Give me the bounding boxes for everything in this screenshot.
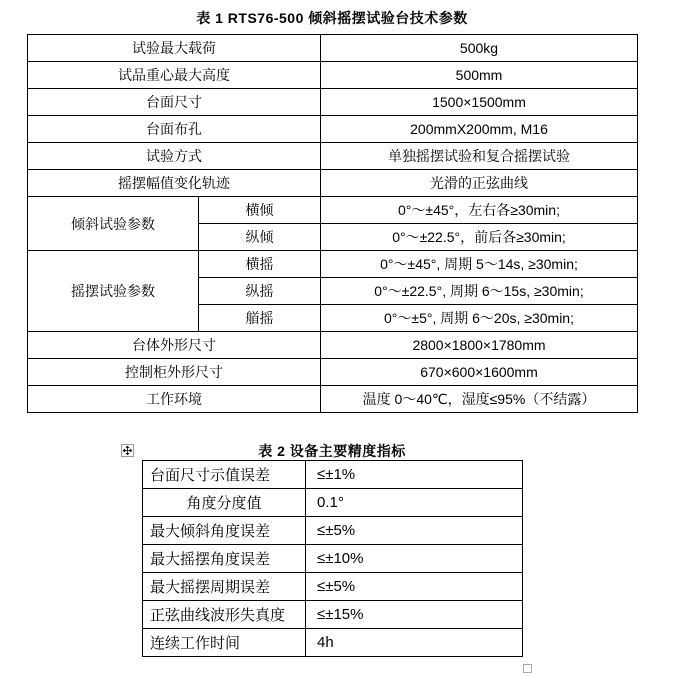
table-row: [143, 545, 523, 573]
spec-value: ≤±10%: [306, 545, 523, 573]
param-value: 1500×1500mm: [321, 89, 638, 116]
param-value: 0°～±22.5°，前后各≥30min;: [321, 224, 638, 251]
group-label-sway: 摇摆试验参数: [28, 251, 199, 332]
sub-param-label: 横倾: [199, 197, 321, 224]
sub-param-label: 纵摇: [199, 278, 321, 305]
table-row: [28, 359, 638, 386]
table-row: [28, 197, 638, 224]
table-row: [143, 461, 523, 489]
param-value: 0°～±45°，左右各≥30min;: [321, 197, 638, 224]
param-label: 台面布孔: [28, 116, 321, 143]
spec-value: 0.1°: [306, 489, 523, 517]
table-row: [143, 601, 523, 629]
table-row: [28, 62, 638, 89]
param-value: 0°～±22.5°, 周期 6～15s, ≥30min;: [321, 278, 638, 305]
move-cross-arrows-icon: [123, 446, 132, 455]
spec-label: 最大摇摆角度误差: [143, 545, 306, 573]
param-value: 500mm: [321, 62, 638, 89]
table-row: [28, 386, 638, 413]
param-label: 试品重心最大高度: [28, 62, 321, 89]
table-row: [143, 573, 523, 601]
spec-value: 4h: [306, 629, 523, 657]
table2-title: 表 2 设备主要精度指标: [258, 443, 406, 459]
param-value: 单独摇摆试验和复合摇摆试验: [321, 143, 638, 170]
table2-move-handle[interactable]: [121, 444, 134, 457]
param-value: 0°～±5°, 周期 6～20s, ≥30min;: [321, 305, 638, 332]
table-row: [143, 489, 523, 517]
table-row: [143, 517, 523, 545]
table2-resize-handle[interactable]: [523, 664, 532, 673]
spec-label: 台面尺寸示值误差: [143, 461, 306, 489]
sub-param-label: 艏摇: [199, 305, 321, 332]
param-label: 工作环境: [28, 386, 321, 413]
param-value: 光滑的正弦曲线: [321, 170, 638, 197]
table-row: [143, 629, 523, 657]
table1-technical-parameters: [27, 34, 638, 413]
param-label: 台体外形尺寸: [28, 332, 321, 359]
spec-value: ≤±5%: [306, 517, 523, 545]
table-row: [28, 251, 638, 278]
param-label: 台面尺寸: [28, 89, 321, 116]
spec-value: ≤±5%: [306, 573, 523, 601]
param-label: 摇摆幅值变化轨迹: [28, 170, 321, 197]
spec-label: 最大倾斜角度误差: [143, 517, 306, 545]
table1-title: 表 1 RTS76-500 倾斜摇摆试验台技术参数: [196, 10, 468, 26]
spec-label: 正弦曲线波形失真度: [143, 601, 306, 629]
table-row: [28, 170, 638, 197]
spec-label: 最大摇摆周期误差: [143, 573, 306, 601]
table-row: [28, 89, 638, 116]
spec-value: ≤±1%: [306, 461, 523, 489]
param-label: 试验方式: [28, 143, 321, 170]
param-label: 控制柜外形尺寸: [28, 359, 321, 386]
sub-param-label: 纵倾: [199, 224, 321, 251]
table-row: [28, 116, 638, 143]
param-value: 200mmX200mm, M16: [321, 116, 638, 143]
table-row: [28, 143, 638, 170]
param-value: 温度 0～40℃，湿度≤95%（不结露）: [321, 386, 638, 413]
spec-label: 连续工作时间: [143, 629, 306, 657]
spec-label: 角度分度值: [143, 489, 306, 517]
table-row: [28, 332, 638, 359]
param-value: 670×600×1600mm: [321, 359, 638, 386]
param-value: 2800×1800×1780mm: [321, 332, 638, 359]
param-value: 500kg: [321, 35, 638, 62]
table-row: [28, 35, 638, 62]
param-label: 试验最大载荷: [28, 35, 321, 62]
group-label-tilt: 倾斜试验参数: [28, 197, 199, 251]
spec-value: ≤±15%: [306, 601, 523, 629]
param-value: 0°～±45°, 周期 5～14s, ≥30min;: [321, 251, 638, 278]
table2-precision-indicators: [142, 460, 523, 657]
sub-param-label: 横摇: [199, 251, 321, 278]
